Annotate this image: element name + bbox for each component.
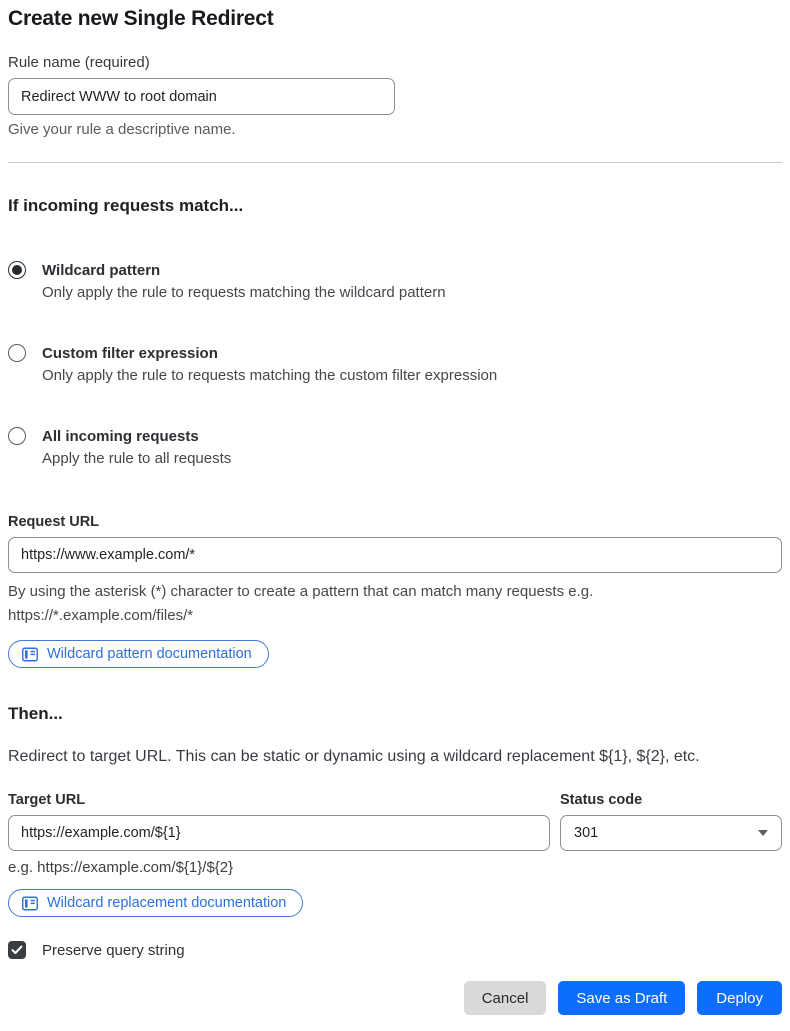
radio-option-wildcard-pattern[interactable] xyxy=(8,259,782,304)
target-url-help: e.g. https://example.com/${1}/${2} xyxy=(8,859,234,876)
rule-name-label: Rule name (required) xyxy=(8,54,150,71)
target-url-input[interactable] xyxy=(8,815,550,851)
section-divider xyxy=(8,162,782,163)
request-url-input[interactable] xyxy=(8,537,782,573)
rule-name-help: Give your rule a descriptive name. xyxy=(8,121,236,138)
status-code-select[interactable] xyxy=(560,815,782,851)
request-url-help-line2: https://*.example.com/files/* xyxy=(8,607,194,624)
target-url-field xyxy=(8,792,550,876)
preserve-query-string-row[interactable] xyxy=(8,941,782,959)
checkbox-checked-icon[interactable] xyxy=(8,941,26,959)
wildcard-pattern-doc-button[interactable] xyxy=(8,640,269,668)
radio-option-custom-filter[interactable] xyxy=(8,342,782,387)
radio-unselected-icon[interactable] xyxy=(8,344,26,362)
request-url-help xyxy=(8,580,782,628)
radio-option-description: Only apply the rule to requests matching the wildcard pattern xyxy=(42,284,446,301)
then-section-heading: Then... xyxy=(8,704,63,723)
radio-unselected-icon[interactable] xyxy=(8,427,26,445)
rule-name-input[interactable] xyxy=(8,78,395,115)
target-url-label: Target URL xyxy=(8,792,86,808)
preserve-query-string-label: Preserve query string xyxy=(42,941,185,959)
radio-selected-icon[interactable] xyxy=(8,261,26,279)
then-section-description: Redirect to target URL. This can be static or dynamic using a wildcard replacement ${1}, ${2}, etc. xyxy=(8,748,700,765)
radio-option-label: All incoming requests xyxy=(42,428,199,445)
match-section-heading: If incoming requests match... xyxy=(8,196,244,215)
chevron-down-icon xyxy=(758,830,768,836)
request-url-help-line1: By using the asterisk (*) character to create a pattern that can match many requests e.g. xyxy=(8,583,594,600)
deploy-button[interactable]: Deploy xyxy=(697,981,782,1015)
status-code-label: Status code xyxy=(560,792,643,808)
radio-option-label: Wildcard pattern xyxy=(42,262,161,279)
rule-name-field xyxy=(8,54,782,138)
wildcard-replacement-doc-button[interactable] xyxy=(8,889,303,917)
book-icon xyxy=(22,896,38,911)
book-icon xyxy=(22,647,38,662)
wildcard-pattern-doc-label: Wildcard pattern documentation xyxy=(47,646,252,662)
wildcard-replacement-doc-label: Wildcard replacement documentation xyxy=(47,895,287,911)
request-url-label: Request URL xyxy=(8,514,100,530)
request-url-field xyxy=(8,514,782,668)
cancel-button[interactable]: Cancel xyxy=(464,981,547,1015)
radio-option-description: Apply the rule to all requests xyxy=(42,450,232,467)
radio-option-description: Only apply the rule to requests matching the custom filter expression xyxy=(42,367,498,384)
page-title: Create new Single Redirect xyxy=(8,7,274,30)
radio-option-all-requests[interactable] xyxy=(8,425,782,470)
radio-option-label: Custom filter expression xyxy=(42,345,218,362)
status-code-value: 301 xyxy=(574,825,599,841)
save-as-draft-button[interactable]: Save as Draft xyxy=(558,981,685,1015)
status-code-field xyxy=(560,792,782,876)
form-actions xyxy=(8,981,782,1015)
